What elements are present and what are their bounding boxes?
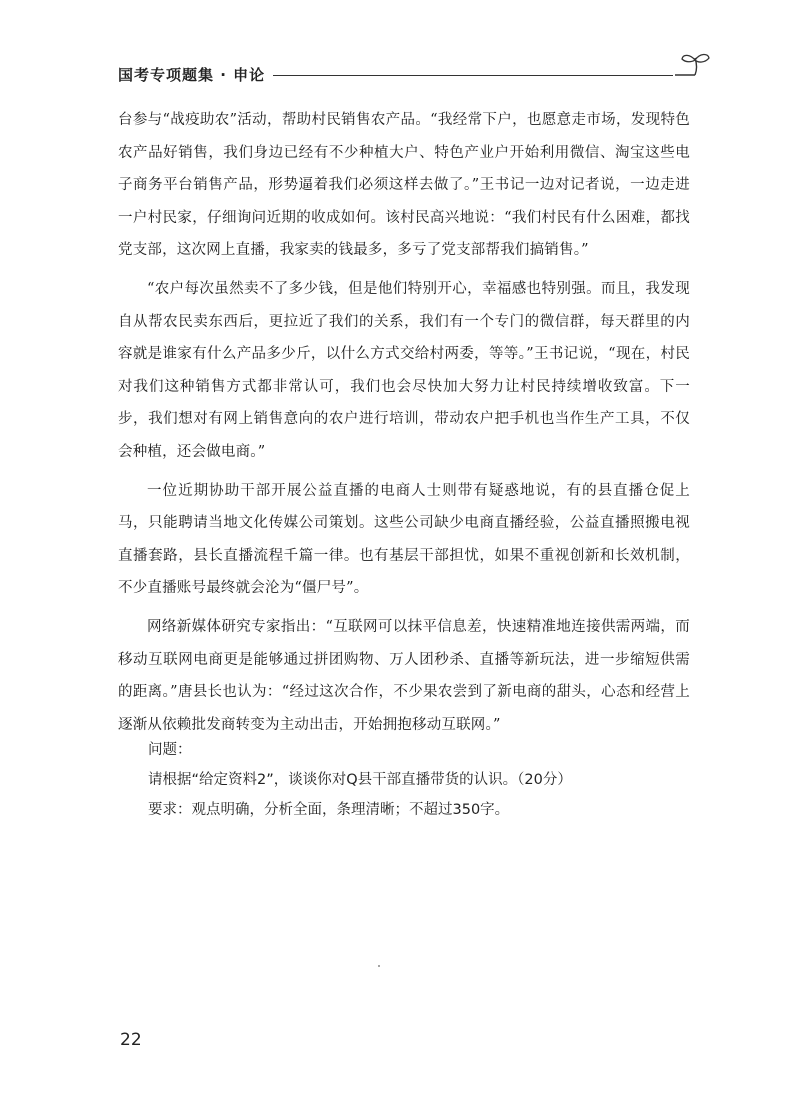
paragraph-quote-secretary: “农户每次虽然卖不了多少钱，但是他们特别开心，幸福感也特别强。而且，我发现自从帮农民卖东西后，更拉近了我们的关系，我们有一个专门的微信群，每天群里的内容就是谁家有什么产品多少斤，以什么方式交给村两委，等等。”王书记说，“现在，村民对我们这种销售方式都非常认可，我们也会尽快加大努力让村民持续增收致富。下一步，我们想对有网上销售意向的农户进行培训，带动农户把手机也当作生产工具，不仅会种植，还会做电商。” xyxy=(118,280,690,460)
running-header xyxy=(118,60,718,90)
paragraph-ecommerce-concern: 一位近期协助干部开展公益直播的电商人士则带有疑惑地说，有的县直播仓促上马，只能聘请当地文化传媒公司策划。这些公司缺少电商直播经验，公益直播照搬电视直播套路，县长直播流程千篇一律。也有基层干部担忧，如果不重视创新和长效机制，不少直播账号最终就会沦为“僵尸号”。 xyxy=(118,482,690,597)
question-prompt: 请根据“给定资料2”，谈谈你对Q县干部直播带货的认识。（20分） xyxy=(148,772,572,788)
book-title: 国考专项题集 · 申论 xyxy=(118,66,266,84)
paragraph-expert-opinion: 网络新媒体研究专家指出：“互联网可以抹平信息差，快速精准地连接供需两端，而移动互联网电商更是能够通过拼团购物、万人团秒杀、直播等新玩法，进一步缩短供需的距离。”唐县长也认为：“经过这次合作，不少果农尝到了新电商的甜头，心态和经营上逐渐从依赖批发商转变为主动出击，开始拥抱移动互联网。” xyxy=(118,618,690,733)
question-requirements: 要求：观点明确，分析全面，条理清晰；不超过350字。 xyxy=(148,802,510,818)
page-number: 22 xyxy=(120,1030,142,1050)
paragraph-continued: 台参与“战疫助农”活动，帮助村民销售农产品。“我经常下户，也愿意走市场，发现特色农产品好销售，我们身边已经有不少种植大户、特色产业户开始利用微信、淘宝这些电子商务平台销售产品，形势逼着我们必须这样去做了。”王书记一边对记者说，一边走进一户村民家，仔细询问近期的收成如何。该村民高兴地说：“我们村民有什么困难，都找党支部，这次网上直播，我家卖的钱最多，多亏了党支部帮我们搞销售。” xyxy=(118,112,690,259)
question-label: 问题： xyxy=(148,742,192,758)
sprout-icon xyxy=(673,48,713,84)
header-rule xyxy=(273,75,673,76)
scan-speck xyxy=(378,965,380,967)
article-body xyxy=(118,104,690,747)
question-block xyxy=(148,735,708,825)
